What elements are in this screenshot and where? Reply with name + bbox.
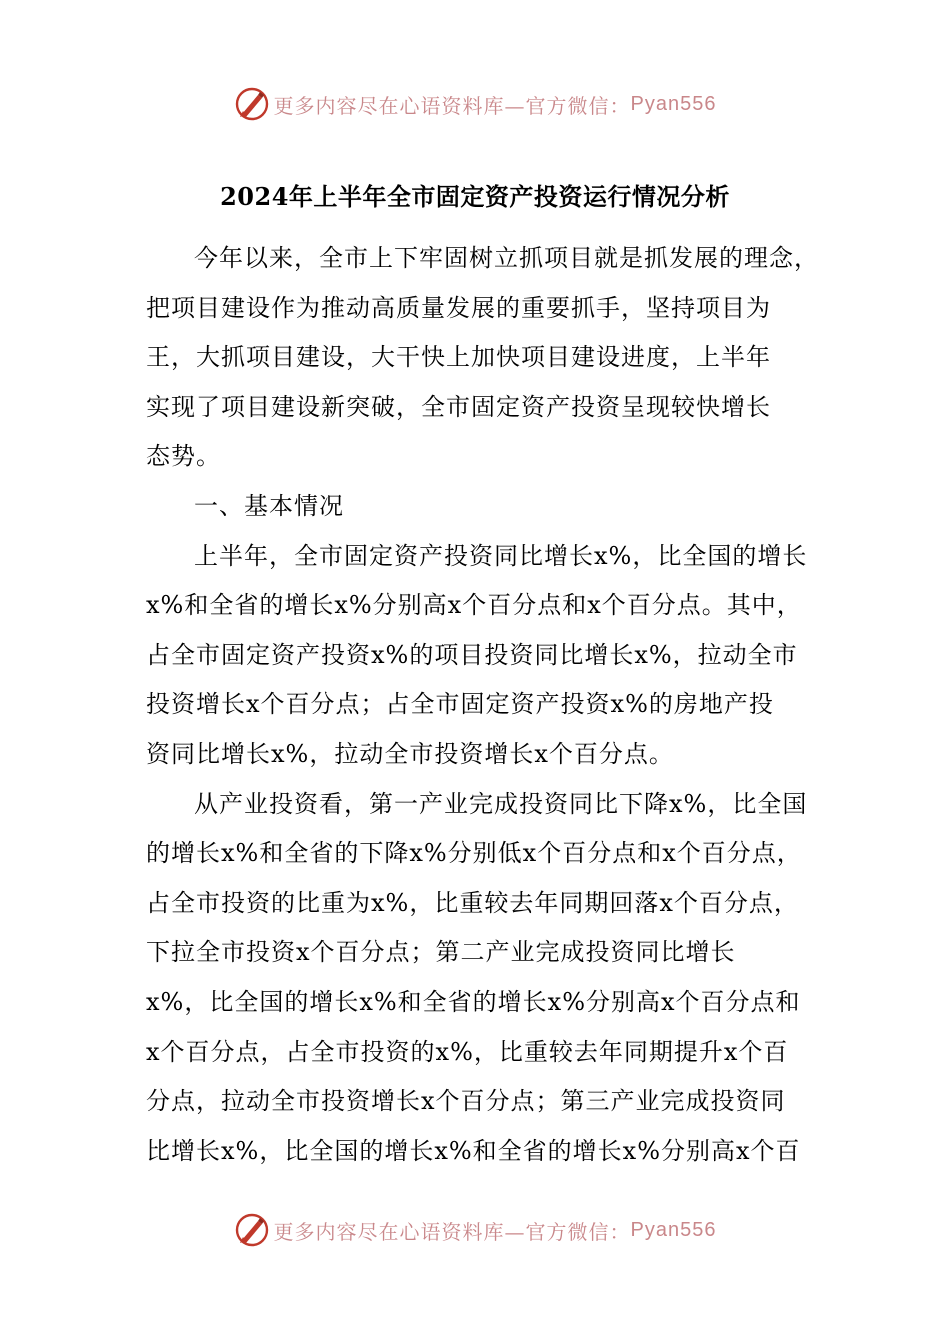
body-line: 王，大抓项目建设，大干快上加快项目建设进度，上半年 (146, 343, 771, 372)
body-line: 占全市投资的比重为x%，比重较去年同期回落x个百分点， (146, 888, 799, 917)
body-line: 态势。 (146, 442, 221, 471)
footer-banner (0, 1208, 950, 1252)
body-line: 比增长x%，比全国的增长x%和全省的增长x%分别高x个百 (146, 1136, 801, 1165)
body-line: 占全市固定资产投资x%的项目投资同比增长x%，拉动全市 (146, 640, 798, 669)
pen-logo-icon (234, 1212, 270, 1248)
body-line: 从产业投资看，第一产业完成投资同比下降x%，比全国 (194, 789, 808, 818)
document-body (146, 234, 819, 1176)
body-line: x%，比全国的增长x%和全省的增长x%分别高x个百分点和 (146, 987, 801, 1016)
body-line: x个百分点，占全市投资的x%，比重较去年同期提升x个百 (146, 1037, 789, 1066)
body-line: 的增长x%和全省的下降x%分别低x个百分点和x个百分点， (146, 839, 802, 868)
body-line: 把项目建设作为推动高质量发展的重要抓手，坚持项目为 (146, 293, 771, 322)
body-line: 分点，拉动全市投资增长x个百分点；第三产业完成投资同 (146, 1087, 786, 1116)
body-line: 今年以来，全市上下牢固树立抓项目就是抓发展的理念， (194, 244, 819, 272)
body-line: 资同比增长x%，拉动全市投资增长x个百分点。 (146, 739, 674, 768)
footer-banner-text: 更多内容尽在心语资料库—官方微信： (273, 1219, 631, 1244)
pen-logo-icon (234, 86, 270, 122)
header-banner-text: 更多内容尽在心语资料库—官方微信： (273, 93, 631, 118)
header-banner (0, 82, 950, 126)
body-line: 实现了项目建设新突破，全市固定资产投资呈现较快增长 (146, 392, 771, 421)
body-line: 上半年，全市固定资产投资同比增长x%，比全国的增长 (194, 541, 808, 570)
body-line: 投资增长x个百分点；占全市固定资产投资x%的房地产投 (146, 690, 774, 719)
body-line: 下拉全市投资x个百分点；第二产业完成投资同比增长 (146, 938, 736, 967)
body-line: x%和全省的增长x%分别高x个百分点和x个百分点。其中， (146, 591, 802, 620)
footer-banner-wechat-id: Pyan556 (630, 1218, 717, 1241)
header-banner-wechat-id: Pyan556 (630, 92, 717, 115)
section-heading: 一、基本情况 (194, 491, 344, 520)
document-title: 2024年上半年全市固定资产投资运行情况分析 (220, 182, 730, 211)
